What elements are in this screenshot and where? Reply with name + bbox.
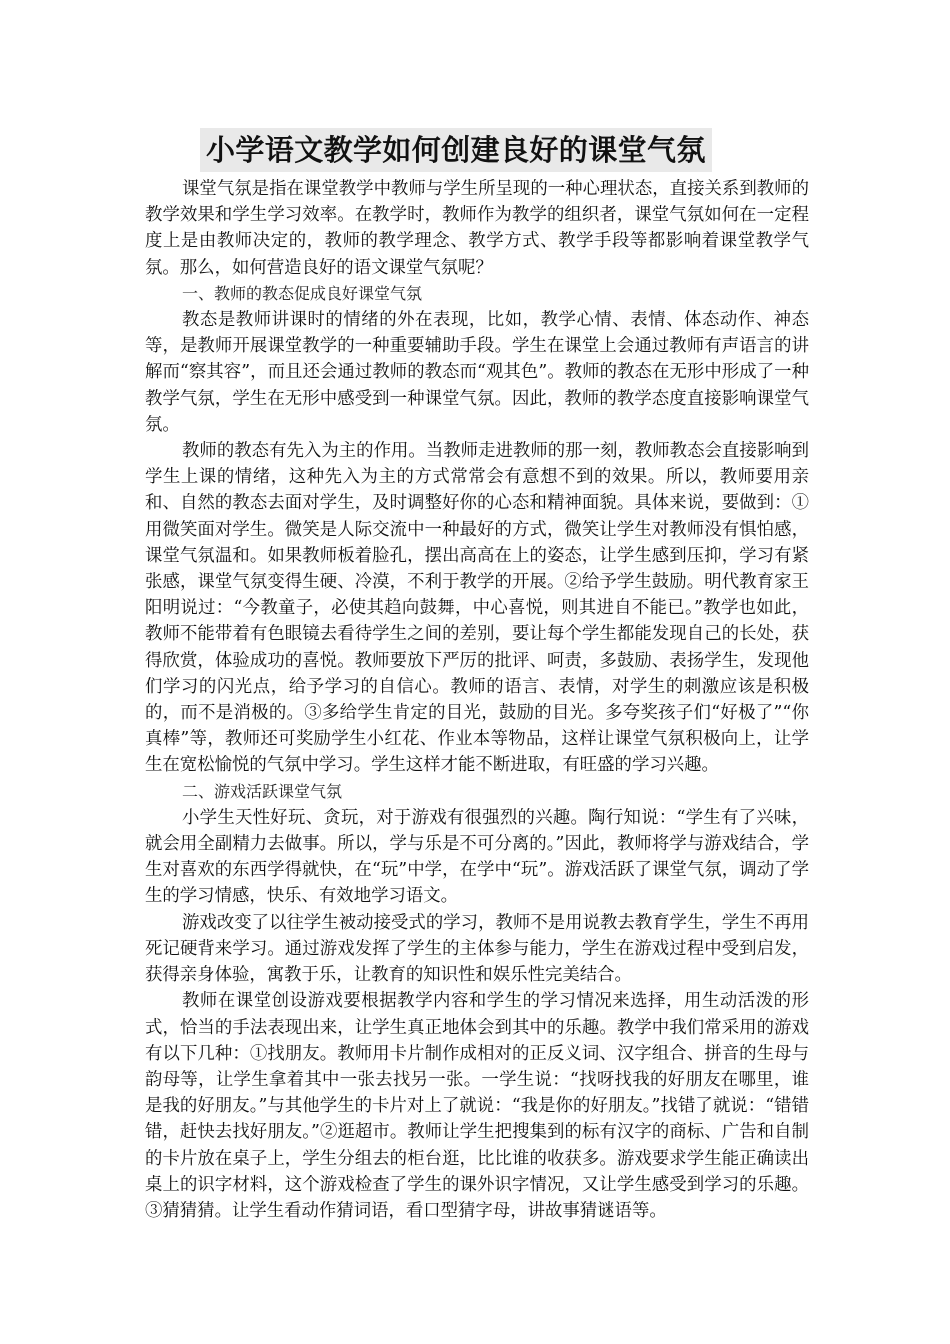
document-title: 小学语文教学如何创建良好的课堂气氛 bbox=[200, 128, 712, 172]
paragraph-first-impression: 教师的教态有先入为主的作用。当教师走进教师的那一刻，教师教态会直接影响到学生上课的情绪，这种先入为主的方式常常会有意想不到的效果。所以，教师要用亲和、自然的教态去面对学生，及时调整好你的心态和精神面貌。具体来说，要做到：①用微笑面对学生。微笑是人际交流中一种最好的方式，微笑让学生对教师没有惧怕感，课堂气氛温和。如果教师板着脸孔，摆出高高在上的姿态，让学生感到压抑，学习有紧张感，课堂气氛变得生硬、冷漠，不利于教学的开展。②给予学生鼓励。明代教育家王阳明说过：“今教童子，必使其趋向鼓舞，中心喜悦，则其进自不能已。”教学也如此，教师不能带着有色眼镜去看待学生之间的差别，要让每个学生都能发现自己的长处，获得欣赏，体验成功的喜悦。教师要放下严厉的批评、呵责，多鼓励、表扬学生，发现他们学习的闪光点，给予学习的自信心。教师的语言、表情，对学生的刺激应该是积极的，而不是消极的。③多给学生肯定的目光，鼓励的目光。多夸奖孩子们“好极了”“你真棒”等，教师还可奖励学生小红花、作业本等物品，这样让课堂气氛积极向上，让学生在宽松愉悦的气氛中学习。学生这样才能不断进取，有旺盛的学习兴趣。 bbox=[145, 441, 809, 776]
paragraph-games-interest: 小学生天性好玩、贪玩，对于游戏有很强烈的兴趣。陶行知说：“学生有了兴味，就会用全副精力去做事。所以，学与乐是不可分离的。”因此，教师将学与游戏结合，学生对喜欢的东西学得就快，在“玩”中学，在学中“玩”。游戏活跃了课堂气氛，调动了学生的学习情感，快乐、有效地学习语文。 bbox=[145, 807, 809, 907]
paragraph-games-types: 教师在课堂创设游戏要根据教学内容和学生的学习情况来选择，用生动活泼的形式，恰当的手法表现出来，让学生真正地体会到其中的乐趣。教学中我们常采用的游戏有以下几种：①找朋友。教师用卡片制作成相对的正反义词、汉字组合、拼音的生母与韵母等，让学生拿着其中一张去找另一张。一学生说：“找呀找我的好朋友在哪里，谁是我的好朋友。”与其他学生的卡片对上了就说：“我是你的好朋友。”找错了就说：“错错错，赶快去找好朋友。”②逛超市。教师让学生把搜集到的标有汉字的商标、广告和自制的卡片放在桌子上，学生分组去的柜台逛，比比谁的收获多。游戏要求学生能正确读出桌上的识字材料，这个游戏检查了学生的课外识字情况，又让学生感受到学习的乐趣。③猜猜猜。让学生看动作猜词语，看口型猜字母，讲故事猜谜语等。 bbox=[145, 991, 809, 1221]
section-heading-1: 一、教师的教态促成良好课堂气氛 bbox=[182, 283, 423, 303]
document-body bbox=[145, 176, 809, 1224]
paragraph-games-change: 游戏改变了以往学生被动接受式的学习，教师不是用说教去教育学生，学生不再用死记硬背来学习。通过游戏发挥了学生的主体参与能力，学生在游戏过程中受到启发，获得亲身体验，寓教于乐，让教育的知识性和娱乐性完美结合。 bbox=[145, 912, 809, 986]
paragraph-demeanor: 教态是教师讲课时的情绪的外在表现，比如，教学心情、表情、体态动作、神态等，是教师开展课堂教学的一种重要辅助手段。学生在课堂上会通过教师有声语言的讲解而“察其容”，而且还会通过教师的教态而“观其色”。教师的教态在无形中形成了一种教学气氛，学生在无形中感受到一种课堂气氛。因此，教师的教学态度直接影响课堂气氛。 bbox=[145, 310, 809, 435]
paragraph-intro: 课堂气氛是指在课堂教学中教师与学生所呈现的一种心理状态，直接关系到教师的教学效果和学生学习效率。在教学时，教师作为教学的组织者，课堂气氛如何在一定程度上是由教师决定的，教师的教学理念、教学方式、教学手段等都影响着课堂教学气氛。那么，如何营造良好的语文课堂气氛呢？ bbox=[145, 179, 809, 278]
section-heading-2: 二、游戏活跃课堂气氛 bbox=[182, 781, 343, 801]
